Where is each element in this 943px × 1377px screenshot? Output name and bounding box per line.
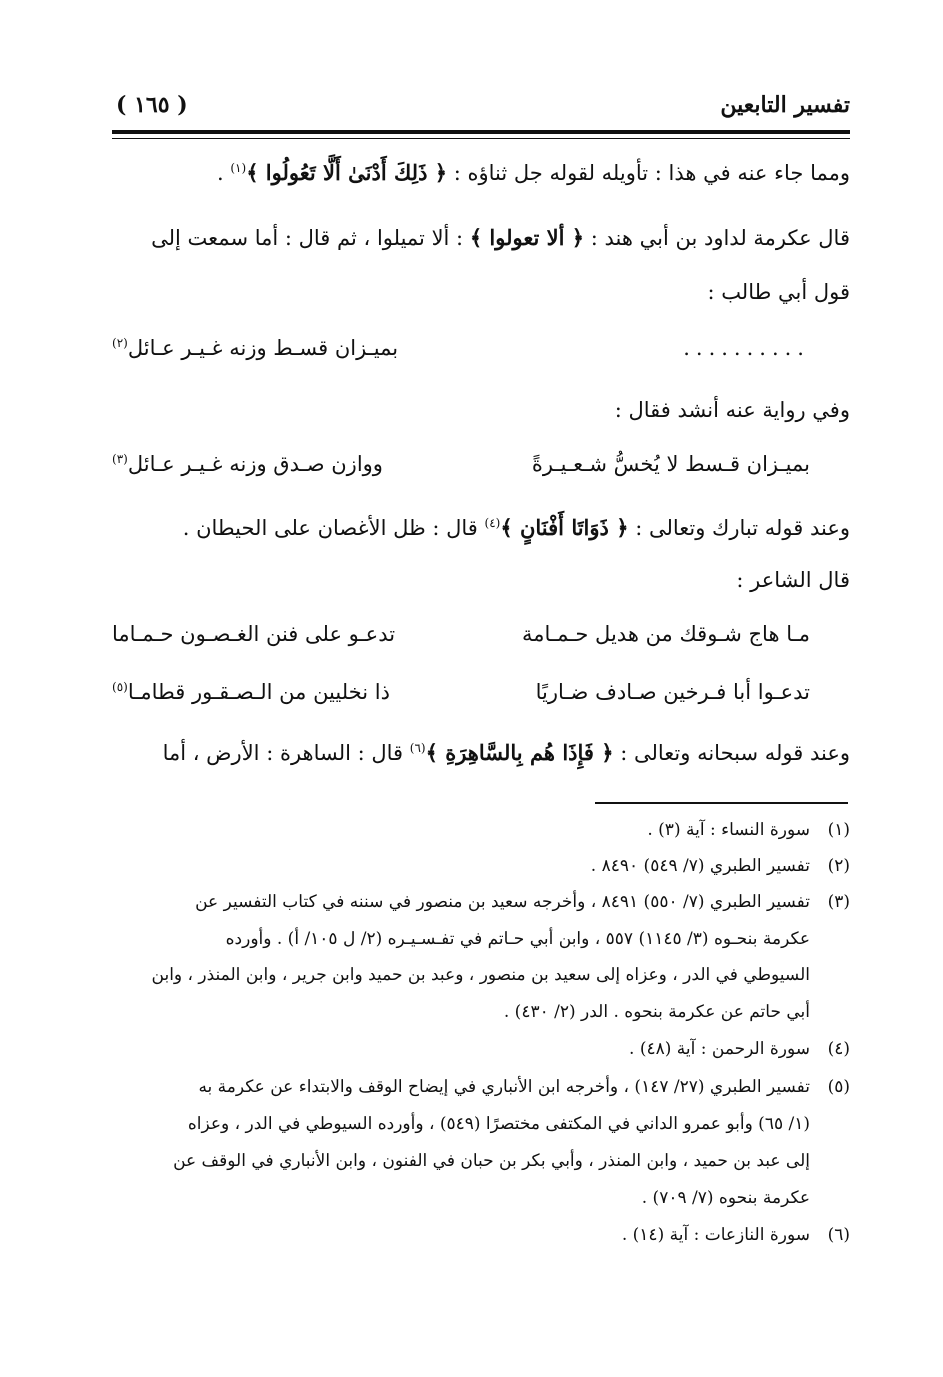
- quran-quote: ﴿ فَإِذَا هُم بِالسَّاهِرَةِ ﴾: [425, 740, 614, 765]
- footnote-ref: (١): [230, 161, 247, 175]
- poetry-verse: [112, 680, 850, 714]
- poetry-verse: [112, 336, 850, 370]
- verse-second-hemistich: بميـزان قسـط وزنه غـيـر عـائل$^{(٢)}$: [112, 336, 399, 360]
- verse-first-hemistich: بميـزان قـسط لا يُخسُّ شـعـيـرةً: [531, 452, 810, 476]
- page-header: [112, 88, 850, 128]
- verse-first-hemistich: مـا هاج شـوقك من هديل حـمـامة: [522, 622, 810, 646]
- footnote-ref: (٤): [484, 516, 501, 530]
- verse-second-hemistich: ذا نخليين من الـصـقـور قطامـا$^{(٥)}$: [112, 680, 390, 704]
- quran-quote: ﴿ ألا تعولوا ﴾: [469, 225, 585, 250]
- footnote-ref: (٥): [112, 680, 128, 694]
- book-page: تفسير التابعين ( ١٦٥ ) ومما جاء عنه في هذا : تأويله لقوله جل ثناؤه : ﴿ ذَلِكَ أَدْنَىٰ أَلَّا تَعُولُوا ﴾$^{(١)}$ . قال عكرمة لداود بن أبي هند : ﴿ ألا تعولوا ﴾ : ألا تميلوا ، ثم قال : أما سمعت إلى قول أبي طالب : .......... بميـزان قسـط وزنه غـيـر عـائل$^{(٢)}$ وفي رواية عنه أنشد فقال : بميـزان قـسط لا يُخسُّ شـعـيـرةً ووازن صـدق وزنه غـيـر عـائل$^{(٣)}$ وعند قوله تبارك وتعالى : ﴿ ذَوَاتَا أَفْنَانٍ ﴾$^{(٤)}$ قال : ظل الأغصان على الحيطان . قال الشاعر : مـا هاج شـوقك من هديل حـمـامة تدعـو على فنن الغـصـون حـمـاما تدعـوا أبا فـرخين صـادف ضـاريًا ذا نخليين من الـصـقـور قطامـا$^{(٥)}$ وعند قوله سبحانه وتعالى : ﴿ فَإِذَا هُم بِالسَّاهِرَةِ ﴾$^{(٦)}$ قال : الساهرة : الأرض ، أما (١)سورة النساء : آية (٣) . (٢)تفسير الطبري (٧/ ٥٤٩) ٨٤٩٠ . (٣)تفسير الطبري (٧/ ٥٥٠) ٨٤٩١ ، وأخرجه سعيد بن منصور في سننه في كتاب التفسير عن عكرمة بنحـوه (٣/ ١١٤٥) ٥٥٧ ، وابن أبي حـاتم في تفـسـيـره (٢/ ل ١٠٥/ أ) . وأورده السيوطي في الدر ، وعزاه إلى سعيد بن منصور ، وعبد بن حميد وابن جرير ، وابن المنذر ، وابن أبي حاتم عن عكرمة بنحوه . الدر (٢/ ٤٣٠) . (٤)سورة الرحمن : آية (٤٨) . (٥)تفسير الطبري (٢٧/ ١٤٧) ، وأخرجه ابن الأنباري في إيضاح الوقف والابتداء عن عكرمة به (١/ ٦٥) وأبو عمرو الداني في المكتفى مختصرًا (٥٤٩) ، وأورده السيوطي في الدر ، وعزاه إلى عبد بن حميد ، وابن المنذر ، وأبي بكر بن حبان في الفنون ، وابن الأنباري في الوقف عن عكرمة بنحوه (٧/ ٧٠٩) . (٦)سورة النازعات : آية (١٤) .: [0, 0, 943, 1377]
- quran-quote: ﴿ ذَوَاتَا أَفْنَانٍ ﴾: [500, 515, 629, 540]
- footnote-separator: [595, 802, 848, 804]
- verse-first-hemistich: تدعـوا أبا فـرخين صـادف ضـاريًا: [535, 680, 810, 704]
- footnote-ref: (٦): [409, 741, 426, 755]
- footnote-ref: (٣): [112, 452, 128, 466]
- verse-first-hemistich: ..........: [683, 336, 810, 360]
- footnote-ref: (٢): [112, 336, 128, 350]
- quran-quote: ﴿ ذَلِكَ أَدْنَىٰ أَلَّا تَعُولُوا ﴾: [246, 160, 448, 185]
- verse-second-hemistich: تدعـو على فنن الغـصـون حـمـاما: [112, 622, 396, 646]
- running-title: تفسير التابعين: [720, 92, 850, 118]
- header-rule-thin: [112, 138, 850, 139]
- page-number: ( ١٦٥ ): [116, 92, 188, 118]
- header-rule-thick: [112, 130, 850, 134]
- verse-second-hemistich: ووازن صـدق وزنه غـيـر عـائل$^{(٣)}$: [112, 452, 383, 476]
- poetry-verse: [112, 622, 850, 656]
- poetry-verse: [112, 452, 850, 486]
